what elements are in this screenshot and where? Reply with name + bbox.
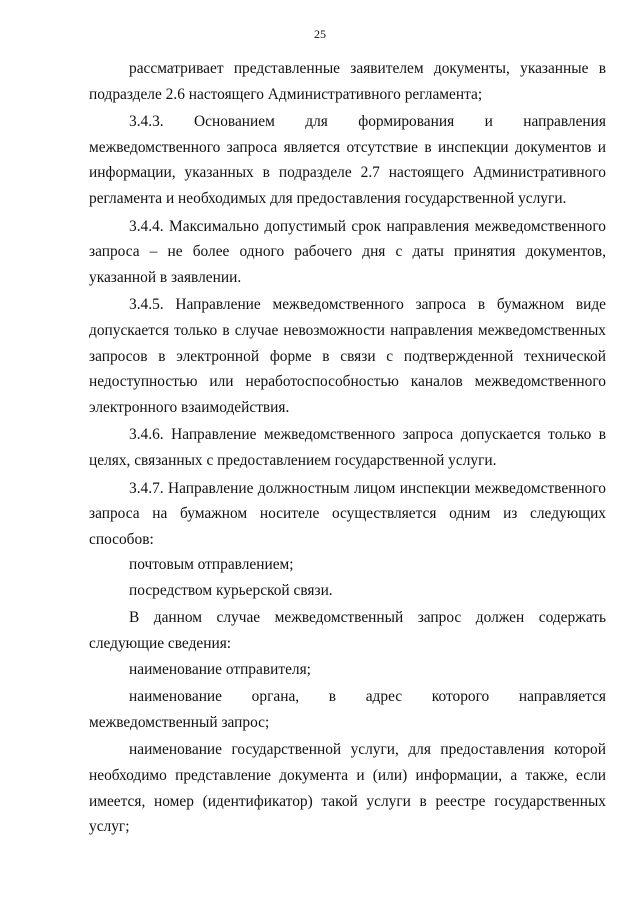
paragraph: наименование органа, в адрес которого направляется межведомственный запрос; bbox=[89, 688, 606, 731]
paragraph: 3.4.3. Основанием для формирования и направления межведомственного запроса является отсутствие в инспекции документов и информации, указанных в подразделе 2.7 настоящего Административного регламента и необходимых для предоставления государственной услуги. bbox=[89, 113, 606, 207]
paragraph: рассматривает представленные заявителем документы, указанные в подразделе 2.6 настоящего Административного регламента; bbox=[89, 60, 606, 103]
document-body bbox=[89, 56, 606, 840]
paragraph: посредством курьерской связи. bbox=[129, 581, 333, 599]
paragraph: почтовым отправлением; bbox=[129, 556, 294, 574]
paragraph: 3.4.6. Направление межведомственного запроса допускается только в целях, связанных с предоставлением государственной услуги. bbox=[89, 426, 606, 469]
paragraph: 3.4.4. Максимально допустимый срок направления межведомственного запроса – не более одного рабочего дня с даты принятия документов, указанной в заявлении. bbox=[89, 217, 606, 286]
paragraph: наименование отправителя; bbox=[129, 660, 311, 678]
paragraph: 3.4.5. Направление межведомственного запроса в бумажном виде допускается только в случае невозможности направления межведомственных запросов в электронной форме в связи с подтвержденной технической недоступностью или неработоспособностью каналов межведомственного электронного взаимодействия. bbox=[89, 296, 606, 416]
paragraph: 3.4.7. Направление должностным лицом инспекции межведомственного запроса на бумажном носителе осуществляется одним из следующих способов: bbox=[89, 479, 606, 548]
paragraph: В данном случае межведомственный запрос должен содержать следующие сведения: bbox=[89, 609, 606, 653]
paragraph: наименование государственной услуги, для предоставления которой необходимо представление документа и (или) информации, а также, если имеется, номер (идентификатор) такой услуги в реестре государственных услуг; bbox=[89, 741, 606, 836]
page-number: 25 bbox=[314, 27, 326, 41]
